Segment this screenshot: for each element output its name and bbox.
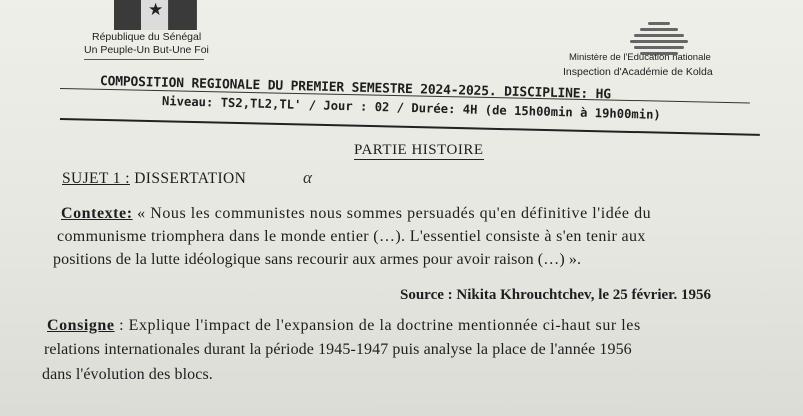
context-line-3: positions de la lutte idéologique sans recourir aux armes pour avoir raison (…) ». xyxy=(53,251,582,268)
header-divider xyxy=(84,59,204,60)
context-line-2: communisme triomphera dans le monde entier (…). L'essentiel consiste à s'en tenir aux xyxy=(57,228,646,245)
handwritten-mark: α xyxy=(303,168,312,187)
ministry-name: Ministère de l'Education nationale xyxy=(569,52,711,63)
context-line-1 xyxy=(61,205,651,223)
exam-details: Niveau: TS2,TL2,TL' / Jour : 02 / Durée: 4H (de 15h00min à 19h00min) xyxy=(161,94,661,122)
section-heading: PARTIE HISTOIRE xyxy=(354,142,484,158)
instruction-line-2: relations internationales durant la période 1945-1947 puis analyse la place de l'année 1956 xyxy=(44,341,632,358)
instruction-line-3: dans l'évolution des blocs. xyxy=(42,366,213,383)
inspection-name: Inspection d'Académie de Kolda xyxy=(563,66,713,78)
republic-name: République du Sénégal xyxy=(92,31,202,43)
context-source: Source : Nikita Khrouchtchev, le 25 février. 1956 xyxy=(400,287,711,303)
subject-heading xyxy=(62,170,246,188)
flag-band-left xyxy=(114,0,141,30)
star-icon: ★ xyxy=(148,0,164,20)
ministry-emblem-icon xyxy=(626,20,692,56)
subject-type: DISSERTATION xyxy=(134,170,247,187)
flag-band-right xyxy=(169,0,196,30)
context-text-1: « Nous les communistes nous sommes persuadés qu'en définitive l'idée du xyxy=(137,205,652,222)
national-motto: Un Peuple-Un But-Une Foi xyxy=(84,44,209,56)
subject-label: SUJET 1 : xyxy=(62,170,130,187)
context-label: Contexte: xyxy=(61,205,133,222)
instruction-line-1 xyxy=(47,317,641,335)
exam-title: COMPOSITION REGIONALE DU PREMIER SEMESTRE 2024-2025. DISCIPLINE: HG xyxy=(99,74,612,103)
instruction-text-1: : Explique l'impact de l'expansion de la doctrine mentionnée ci-haut sur les xyxy=(114,317,641,334)
instruction-label: Consigne xyxy=(47,317,115,334)
senegal-flag xyxy=(114,0,197,30)
